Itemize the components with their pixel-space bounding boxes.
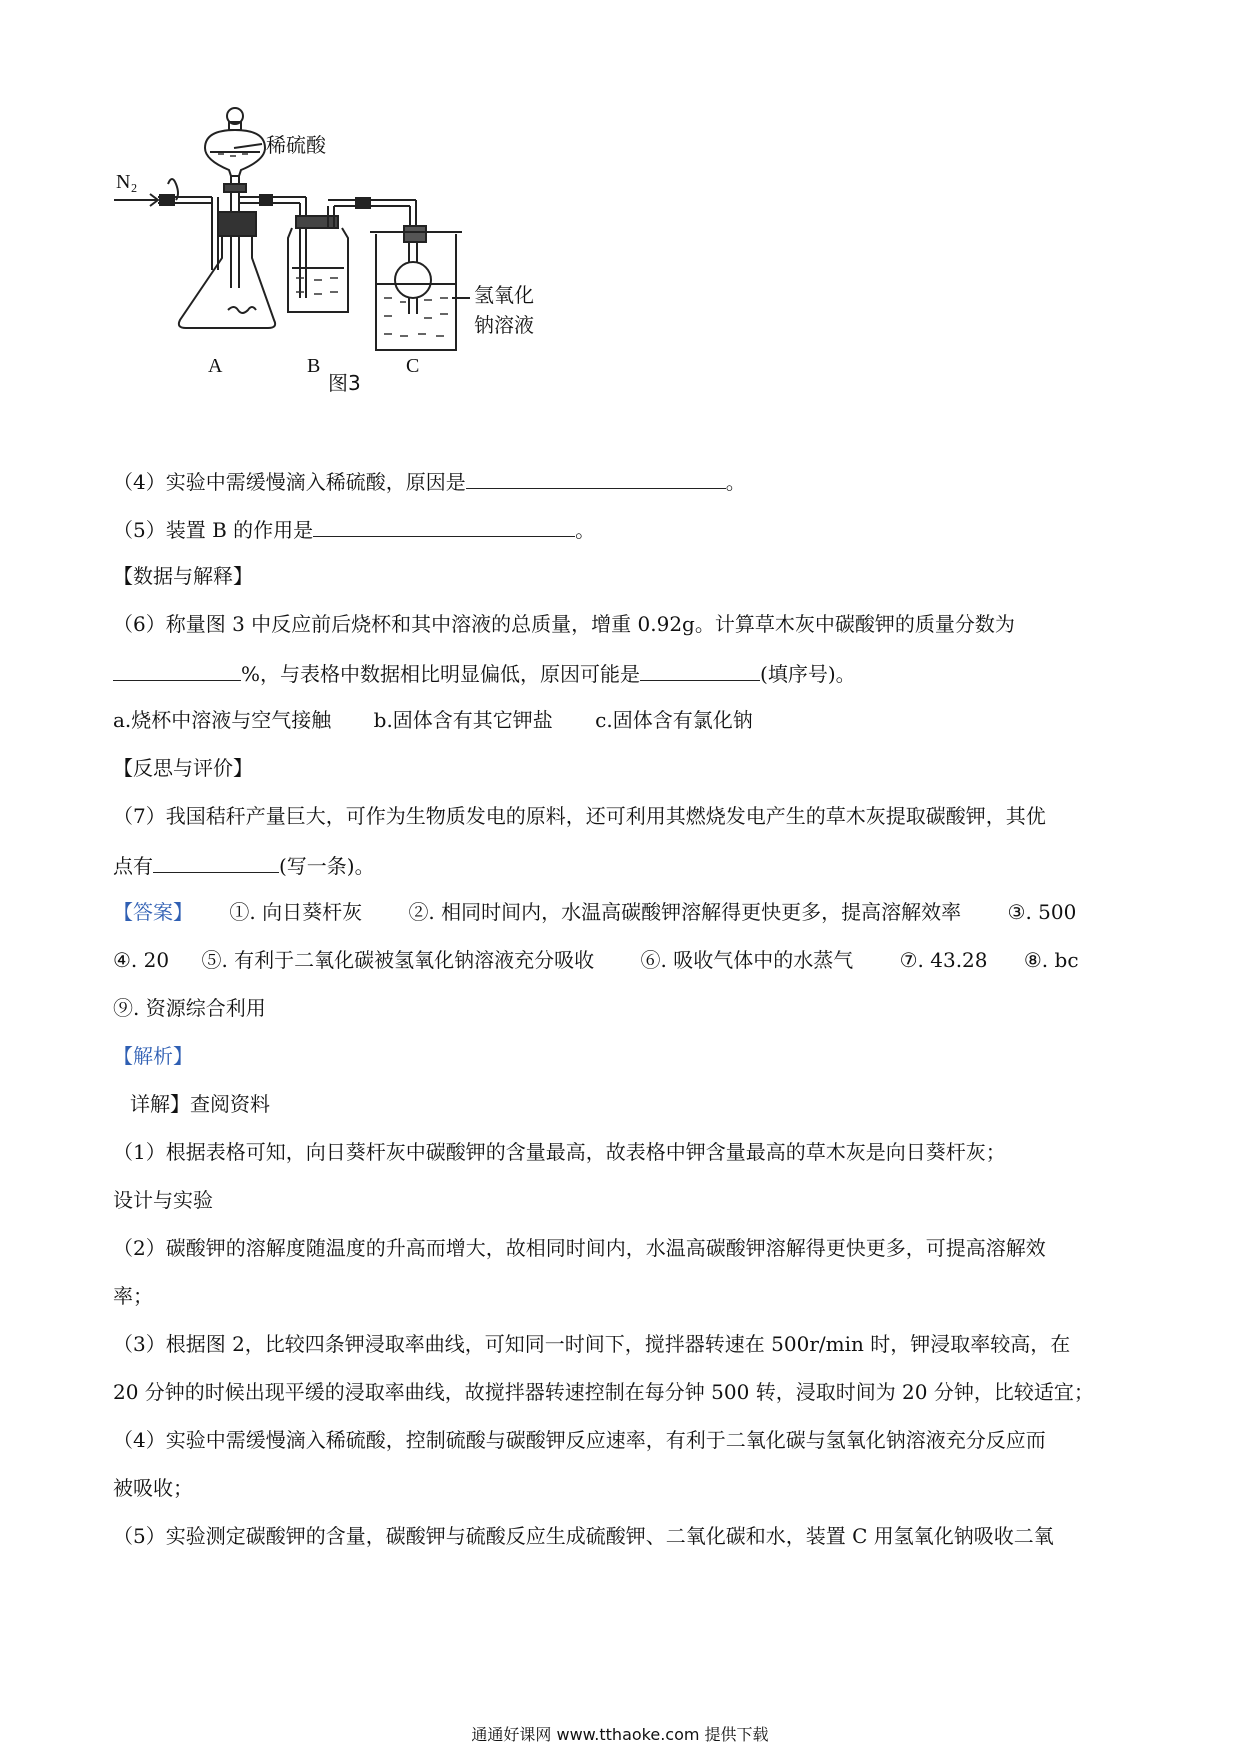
analysis-paragraph-5-line1: （5）实验测定碳酸钾的含量，碳酸钾与硫酸反应生成硫酸钾、二氧化碳和水，装置 C 用氢氧化钠吸收二氧 [113, 1524, 1054, 1548]
option-b: b.固体含有其它钾盐 [373, 708, 553, 732]
answer-line3 [113, 994, 266, 1022]
apparatus-label-a: A [208, 355, 223, 377]
question-4-text: （4）实验中需缓慢滴入稀硫酸，原因是 [113, 470, 466, 494]
option-list [113, 706, 753, 734]
question-7-line2 [113, 850, 375, 880]
question-7-prefix: 点有 [113, 854, 153, 878]
answer-7: ⑦. 43.28 [899, 948, 988, 972]
apparatus-label-b: B [307, 355, 321, 377]
question-6-line2 [113, 658, 856, 688]
section-heading-reflect: 【反思与评价】 [113, 756, 253, 780]
analysis-paragraph-4-line1: （4）实验中需缓慢滴入稀硫酸，控制硫酸与碳酸钾反应速率，有利于二氧化碳与氢氧化钠溶液充分反应而 [113, 1428, 1046, 1452]
option-a: a.烧杯中溶液与空气接触 [113, 708, 332, 732]
analysis-paragraph-3-line2: 20 分钟的时候出现平缓的浸取率曲线，故搅拌器转速控制在每分钟 500 转，浸取时间为 20 分钟，比较适宜； [113, 1380, 1094, 1404]
answer-9: ⑨. 资源综合利用 [113, 996, 266, 1020]
apparatus-diagram [100, 88, 620, 428]
naoh-label-line2: 钠溶液 [474, 313, 534, 337]
question-7-suffix: (写一条)。 [279, 854, 375, 878]
answer-blank[interactable] [466, 466, 726, 489]
question-4-suffix: 。 [725, 470, 746, 494]
analysis-tag: 【解析】 [113, 1044, 193, 1068]
answer-blank[interactable] [313, 514, 575, 537]
question-7-line1: （7）我国秸秆产量巨大，可作为生物质发电的原料，还可利用其燃烧发电产生的草木灰提取碳酸钾，其优 [113, 804, 1046, 828]
answer-blank[interactable] [153, 850, 279, 873]
answer-line1 [113, 898, 1076, 926]
answer-6: ⑥. 吸收气体中的水蒸气 [640, 948, 854, 972]
answer-tag: 【答案】 [113, 900, 193, 924]
analysis-paragraph-2-line1: （2）碳酸钾的溶解度随温度的升高而增大，故相同时间内，水温高碳酸钾溶解得更快更多，可提高溶解效 [113, 1236, 1046, 1260]
section-heading-data: 【数据与解释】 [113, 564, 253, 588]
answer-5: ⑤. 有利于二氧化碳被氢氧化钠溶液充分吸收 [201, 948, 595, 972]
answer-4: ④. 20 [113, 948, 170, 972]
option-c: c.固体含有氯化钠 [595, 708, 753, 732]
answer-blank[interactable] [640, 658, 760, 681]
answer-3: ③. 500 [1007, 900, 1077, 924]
analysis-detail-heading: 详解】查阅资料 [130, 1092, 270, 1116]
question-5-suffix: 。 [575, 518, 596, 542]
gas-label: N₂ [116, 171, 138, 193]
answer-line2 [113, 946, 1079, 974]
analysis-paragraph-4-line2: 被吸收； [113, 1476, 193, 1500]
analysis-paragraph-3-line1: （3）根据图 2，比较四条钾浸取率曲线，可知同一时间下，搅拌器转速在 500r/min 时，钾浸取率较高，在 [113, 1332, 1071, 1356]
question-4 [113, 466, 746, 496]
analysis-paragraph-2-line2: 率； [113, 1284, 153, 1308]
figure-caption: 图3 [328, 371, 361, 395]
acid-label: 稀硫酸 [266, 133, 326, 157]
apparatus-label-c: C [406, 355, 420, 377]
question-6-mid-text: %，与表格中数据相比明显偏低，原因可能是 [241, 662, 641, 686]
question-6-line1: （6）称量图 3 中反应前后烧杯和其中溶液的总质量，增重 0.92g。计算草木灰中碳酸钾的质量分数为 [113, 612, 1015, 636]
answer-1: ①. 向日葵杆灰 [229, 900, 363, 924]
footer-source: 通通好课网 www.tthaoke.com 提供下载 [471, 1725, 769, 1744]
answer-blank[interactable] [113, 658, 241, 681]
answer-8: ⑧. bc [1023, 948, 1079, 972]
question-5-text: （5）装置 B 的作用是 [113, 518, 314, 542]
answer-2: ②. 相同时间内，水温高碳酸钾溶解得更快更多，提高溶解效率 [408, 900, 962, 924]
question-6-suffix: (填序号)。 [760, 662, 856, 686]
naoh-label-line1: 氢氧化 [474, 283, 534, 307]
analysis-design-heading: 设计与实验 [113, 1188, 213, 1212]
question-5 [113, 514, 595, 544]
analysis-paragraph-1: （1）根据表格可知，向日葵杆灰中碳酸钾的含量最高，故表格中钾含量最高的草木灰是向日葵杆灰； [113, 1140, 1006, 1164]
